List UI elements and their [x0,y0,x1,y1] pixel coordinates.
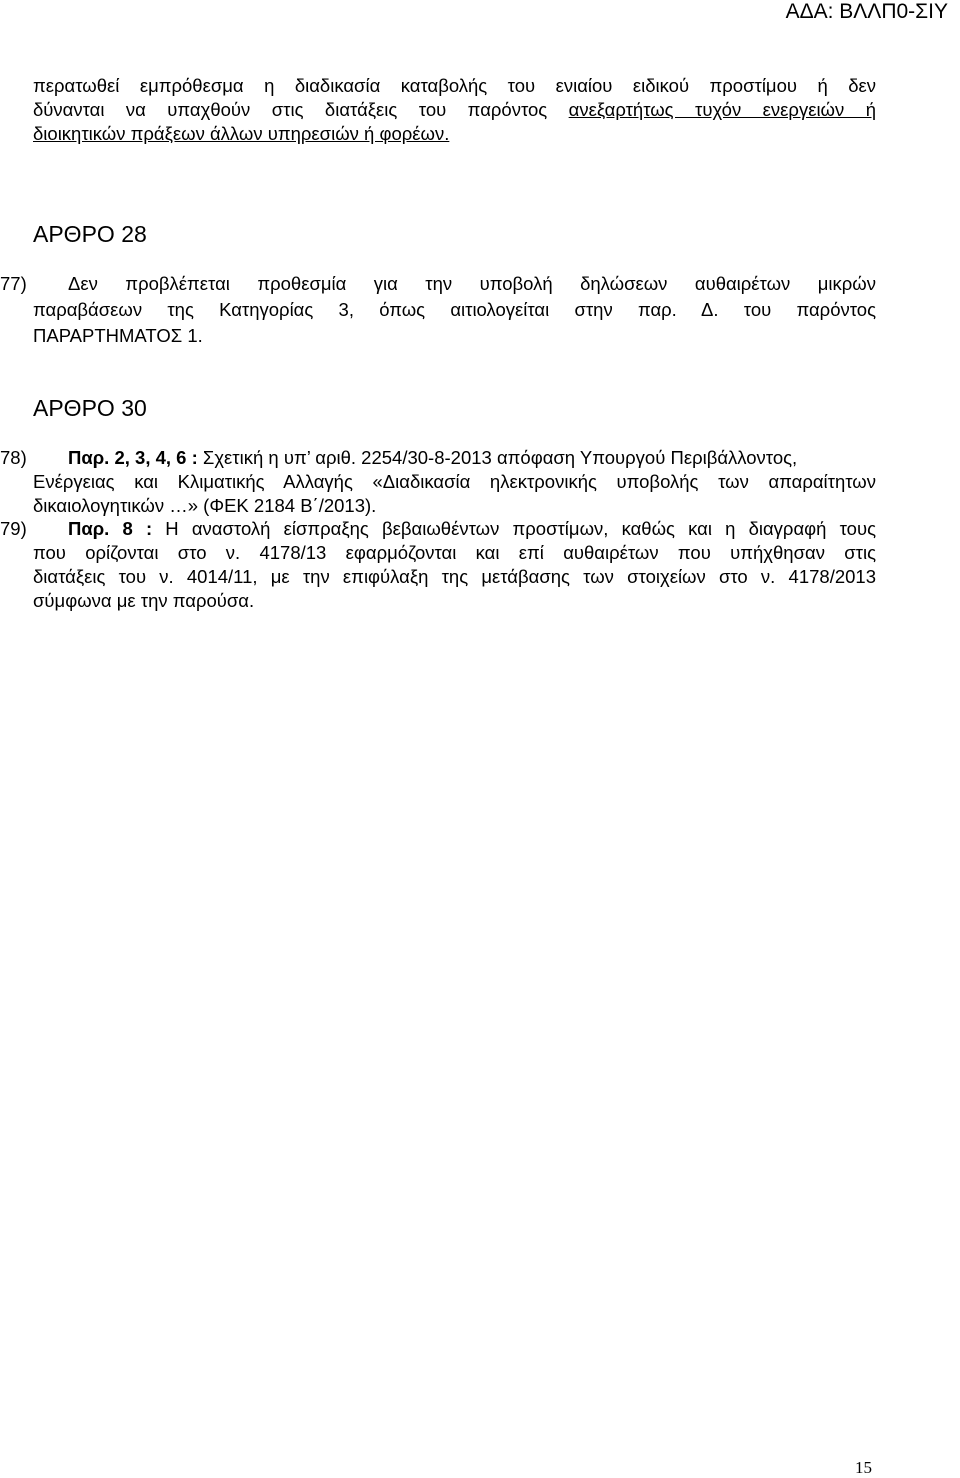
item-79-number: 79) [0,518,27,539]
item-79-line-1 [68,517,876,541]
item-78-line-3: δικαιολογητικών …» (ΦΕΚ 2184 Β΄/2013). [33,495,377,516]
item-77-line-1: Δεν προβλέπεται προθεσμία για την υποβολή δηλώσεων αυθαιρέτων μικρών [68,273,876,294]
item-78-line-2: Ενέργειας και Κλιματικής Αλλαγής «Διαδικασία ηλεκτρονικής υποβολής των απαραίτητων [33,471,876,492]
item-79-line-1-text: Η αναστολή είσπραξης βεβαιωθέντων προστίμων, καθώς και η διαγραφή τους [152,518,876,539]
item-78-line-1 [68,446,797,470]
intro-line-3 [33,122,449,146]
item-79-line-3: διατάξεις του ν. 4014/11, με την επιφύλαξη της μετάβασης των στοιχείων στο ν. 4178/2013 [33,566,876,587]
page-number: 15 [855,1458,872,1477]
item-79-line-4: σύμφωνα με την παρούσα. [33,590,255,611]
item-77-line-2: παραβάσεων της Κατηγορίας 3, όπως αιτιολογείται στην παρ. Δ. του παρόντος [33,299,876,320]
intro-line-1: περατωθεί εμπρόθεσμα η διαδικασία καταβολής του ενιαίου ειδικού προστίμου ή δεν [33,75,876,96]
item-79-paragraph-ref: Παρ. 8 : [68,518,153,539]
item-78-line-1-text: Σχετική η υπ’ αριθ. 2254/30-8-2013 απόφαση Υπουργού Περιβάλλοντος, [197,447,798,468]
item-77-number: 77) [0,273,27,294]
intro-line-2-text: δύνανται να υπαχθούν στις διατάξεις του παρόντος [33,99,569,120]
intro-line-3-text: διοικητικών πράξεων άλλων υπηρεσιών ή φορέων. [33,123,450,144]
item-78-number: 78) [0,447,27,468]
intro-underlined-text: ανεξαρτήτως τυχόν ενεργειών ή [568,99,876,120]
article-28-heading: ΑΡΘΡΟ 28 [33,221,147,247]
document-id: ΑΔΑ: ΒΛΛΠ0-ΣΙΥ [785,0,948,23]
item-78-paragraph-ref: Παρ. 2, 3, 4, 6 : [68,447,198,468]
item-77-line-3: ΠΑΡΑΡΤΗΜΑΤΟΣ 1. [33,325,203,346]
article-30-heading: ΑΡΘΡΟ 30 [33,395,147,421]
item-79-line-2: που ορίζονται στο ν. 4178/13 εφαρμόζονται και επί αυθαιρέτων που υπήχθησαν στις [33,542,876,563]
intro-line-2 [33,98,876,122]
